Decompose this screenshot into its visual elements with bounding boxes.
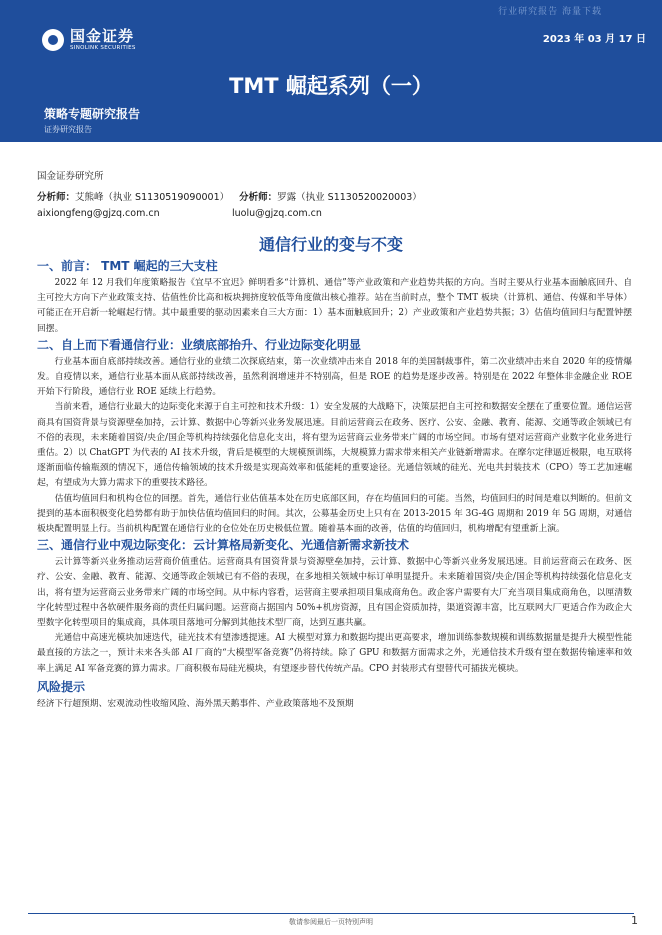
analyst-2: 罗露（执业 S1130520020003）	[277, 192, 422, 203]
report-type: 策略专题研究报告	[44, 107, 141, 121]
section-paragraph: 云计算等新兴业务推动运营商价值重估。运营商具有国资背景与资源壁垒加持，云计算、数据中心等新兴业务发展迅速。目前运营商云在政务、医疗、公安、金融、教育、能源、交通等政企领域已有不俗的表现，在多地相关领域中标订单明显提升。未来随着国资/央企/国企等机构持续强化信息化支出，将有望为运营商云业务带来广阔的市场空间。从中标内容看，运营商主要承担项目集成商角色。政企客户需要有大厂充当项目集成商角色，以厘清数字化转型过程中各软硬件服务商的责任归属问题。运营商占据国内 50%+机房资源，且有国企资质加持，渠道资源丰富，比互联网大厂更适合作为政企大型数字化转型项目的集成商，具体项目落地可分解到其他技术型厂商，达到互惠共赢。	[37, 557, 632, 629]
watermark: 行业研究报告 海量下载	[498, 7, 602, 17]
analyst-row	[37, 189, 422, 203]
analyst-1: 艾熊峰（执业 S1130519090001）	[75, 192, 230, 203]
company-logo	[42, 28, 136, 52]
section-paragraph: 当前来看，通信行业最大的边际变化来源于自主可控和技术升级：1）安全发展的大战略下，决策层把自主可控和数据安全摆在了重要位置。通信运营商具有国资背景与资源壁垒加持，云计算、数据中心等新兴业务发展迅速。目前运营商云在政务、医疗、公安、金融、教育、能源、交通等政企领域已有不俗的表现，未来随着国资/央企/国企等机构持续强化信息化支出，将有望为运营商云业务带来广阔的市场空间。市场有望对运营商产业数字化业务进行重估。2）以 ChatGPT 为代表的 AI 技术升级，背后是模型的大规模预训练，大规模算力需求带来相关产业链新增需求。在摩尔定律逼近极限，电互联将逐渐面临传输瓶颈的情况下，通信传输领域的技术升级是实现高效率和低能耗的重要途径。光通信领域的硅光、光电共封装技术（CPO）等工艺加速崛起，有望成为大算力需求下的重要技术路径。	[37, 402, 632, 489]
logo-name-en: SINOLINK SECURITIES	[70, 45, 136, 51]
analyst-label: 分析师：	[239, 192, 278, 203]
section-paragraph: 行业基本面自底部持续改善。通信行业的业绩二次探底结束，第一次业绩冲击来自 2018 年的美国制裁事件，第二次业绩冲击来自 2020 年的疫情爆发。自疫情以来，通信行业基本面从底部持续改善，虽然利润增速并不特别高，但是 ROE 的趋势是逐步改善。特别是在 2022 年整体非金融企业 ROE 开始下行阶段，通信行业 ROE 延续上行趋势。	[37, 356, 632, 398]
analyst-label: 分析师：	[37, 192, 76, 203]
risk-text: 经济下行超预期、宏观流动性收缩风险、海外黑天鹅事件、产业政策落地不及预期	[37, 698, 354, 709]
report-body	[37, 258, 632, 712]
analyst-1-email[interactable]: aixiongfeng@gjzq.com.cn	[37, 208, 160, 219]
document-title: 通信行业的变与不变	[258, 235, 403, 254]
section-paragraph: 2022 年 12 月我们年度策略报告《宜早不宜迟》鲜明看多“计算机、通信”等产业政策和产业趋势共振的方向。当时主要从行业基本面触底回升、自主可控大方向下产业政策支持、估值性价比高和板块拥挤度较低等角度做出核心推荐。站在当前时点，整个 TMT 板块（计算机、通信、传媒和半导体）可能正在开启新一轮崛起行情。其中最重要的驱动因素来自三大方面：1）基本面触底回升；2）产业政策和产业趋势共振；3）估值均值回归与配置钟摆回摆。	[37, 278, 632, 334]
footer-divider	[28, 913, 634, 914]
footer-disclaimer: 敬请参阅最后一页特别声明	[289, 918, 373, 926]
report-subtype: 证券研究报告	[44, 125, 92, 134]
section-paragraph: 估值均值回归和机构仓位的回摆。首先，通信行业估值基本处在历史底部区间，存在均值回归的可能。当然，均值回归的时间是难以判断的。但前文提到的基本面积极变化趋势都有助于加快估值均值回归的时间。其次，公募基金历史上只有在 2013-2015 年 3G-4G 周期和 2019 年 5G 周期，对通信板块配置明显上行。当前机构配置在通信行业的仓位处在历史极低位置。随着基本面的改善，估值的均值回归，机构增配有望重新上演。	[37, 493, 632, 535]
page-number: 1	[631, 914, 638, 927]
logo-name-cn: 国金证券	[70, 27, 135, 45]
report-title: TMT 崛起系列（一）	[229, 74, 433, 98]
institute-name: 国金证券研究所	[37, 171, 104, 182]
section-paragraph: 光通信中高速光模块加速迭代，硅光技术有望渗透提速。AI 大模型对算力和数据均提出更高要求，增加训练参数规模和训练数据量是提升大模型性能最直接的方法之一，预计未来各头部 AI 厂商的“大模型军备竞赛”仍将持续。除了 GPU 和数据方面需求之外，光通信技术升级有望在数据传输速率和效率上满足 AI 军备竞赛的算力需求。厂商积极布局硅光模块，有望逐步替代传统产品。CPO 封装形式有望替代可插拔光模块。	[37, 633, 632, 674]
section-heading: 一、前言： TMT 崛起的三大支柱	[37, 259, 218, 273]
logo-icon	[42, 29, 64, 51]
analyst-2-email[interactable]: luolu@gjzq.com.cn	[232, 208, 322, 219]
section-heading: 二、自上而下看通信行业：业绩底部抬升、行业边际变化明显	[37, 337, 362, 352]
risk-heading: 风险提示	[37, 679, 86, 694]
report-date: 2023 年 03 月 17 日	[542, 34, 646, 45]
section-heading: 三、通信行业中观边际变化：云计算格局新变化、光通信新需求新技术	[37, 538, 410, 553]
